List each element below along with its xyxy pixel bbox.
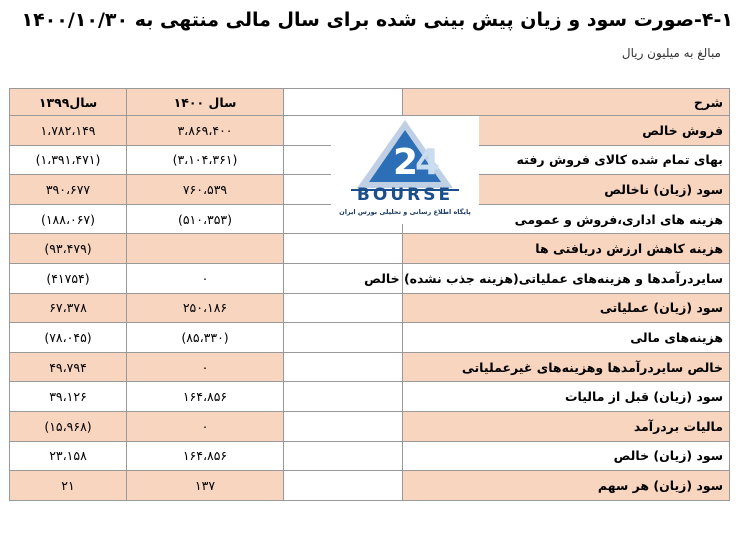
row-description: سود (زیان) خالص <box>403 441 730 471</box>
bourse-logo <box>331 116 479 224</box>
value-1399: ۳۹،۱۲۶ <box>10 382 127 412</box>
table-row <box>10 323 730 353</box>
row-description: هزینه کاهش ارزش دریافتی ها <box>403 234 730 264</box>
header-year-1400: سال ۱۴۰۰ <box>127 89 284 116</box>
logo-gap-cell <box>284 411 403 441</box>
value-1399: (۷۸،۰۴۵) <box>10 323 127 353</box>
row-description: هزینه های اداری،فروش و عمومی <box>403 204 730 234</box>
value-1400: ۳،۸۶۹،۴۰۰ <box>127 116 284 146</box>
table-row <box>10 441 730 471</box>
row-description: هزینه‌های مالی <box>403 323 730 353</box>
value-1400: (۸۵،۳۳۰) <box>127 323 284 353</box>
header-year-1399: سال۱۳۹۹ <box>10 89 127 116</box>
logo-gap-cell <box>284 382 403 412</box>
row-description: مالیات بردرآمد <box>403 411 730 441</box>
row-description: سود (زیان) هر سهم <box>403 471 730 501</box>
value-1400 <box>127 234 284 264</box>
table-row <box>10 382 730 412</box>
value-1400: ۱۳۷ <box>127 471 284 501</box>
unit-note: مبالغ به میلیون ریال <box>621 46 721 60</box>
value-1399: (۱۵،۹۶۸) <box>10 411 127 441</box>
header-description: شرح <box>403 89 730 116</box>
value-1400: (۵۱۰،۳۵۳) <box>127 204 284 234</box>
value-1399: (۱،۳۹۱،۴۷۱) <box>10 145 127 175</box>
value-1400: ۰ <box>127 411 284 441</box>
svg-text:4: 4 <box>415 142 441 183</box>
table-row <box>10 411 730 441</box>
value-1400: ۰ <box>127 263 284 293</box>
row-description: سود (زیان) عملیاتی <box>403 293 730 323</box>
value-1400: ۱۶۴،۸۵۶ <box>127 441 284 471</box>
value-1400: ۰ <box>127 352 284 382</box>
value-1400: (۳،۱۰۴،۳۶۱) <box>127 145 284 175</box>
value-1399: (۴۱۷۵۴) <box>10 263 127 293</box>
table-row <box>10 263 730 293</box>
page-title: ۴-۱-صورت سود و زیان پیش بینی شده برای سال مالی منتهی به ۱۴۰۰/۱۰/۳۰ <box>21 9 733 31</box>
value-1399: (۹۳،۴۷۹) <box>10 234 127 264</box>
value-1399: ۲۱ <box>10 471 127 501</box>
row-description: خالص سایردرآمدها وهزینه‌های غیرعملیاتی <box>403 352 730 382</box>
row-description: سود (زیان) ناخالص <box>403 175 730 205</box>
bourse-wordmark <box>331 184 479 204</box>
value-1399: ۱،۷۸۲،۱۴۹ <box>10 116 127 146</box>
logo-gap-cell <box>284 352 403 382</box>
logo-gap-cell <box>284 471 403 501</box>
svg-text:2: 2 <box>393 142 419 183</box>
value-1400: ۷۶۰،۵۳۹ <box>127 175 284 205</box>
table-row <box>10 293 730 323</box>
table-row <box>10 234 730 264</box>
value-1399: ۳۹۰،۶۷۷ <box>10 175 127 205</box>
logo-gap-cell <box>284 293 403 323</box>
row-description: بهای تمام شده کالای فروش رفته <box>403 145 730 175</box>
value-1399: ۴۹،۷۹۴ <box>10 352 127 382</box>
logo-gap-cell <box>284 234 403 264</box>
row-description: سود (زیان) قبل از مالیات <box>403 382 730 412</box>
value-1399: ۶۷،۳۷۸ <box>10 293 127 323</box>
table-row <box>10 352 730 382</box>
row-description: فروش خالص <box>403 116 730 146</box>
logo-gap-cell <box>284 323 403 353</box>
value-1400: ۲۵۰،۱۸۶ <box>127 293 284 323</box>
table-row <box>10 471 730 501</box>
table-header-row <box>10 89 730 116</box>
value-1399: ۲۳،۱۵۸ <box>10 441 127 471</box>
logo-gap-cell <box>284 89 403 116</box>
svg-text:BOURSE: BOURSE <box>356 185 454 205</box>
logo-caption: پایگاه اطلاع رسانی و تحلیلی بورس ایران <box>339 208 471 216</box>
logo-gap-cell <box>284 441 403 471</box>
row-description: سایردرآمدها و هزینه‌های عملیاتی(هزینه جذب نشده) خالص <box>403 263 730 293</box>
value-1400: ۱۶۴،۸۵۶ <box>127 382 284 412</box>
value-1399: (۱۸۸،۰۶۷) <box>10 204 127 234</box>
